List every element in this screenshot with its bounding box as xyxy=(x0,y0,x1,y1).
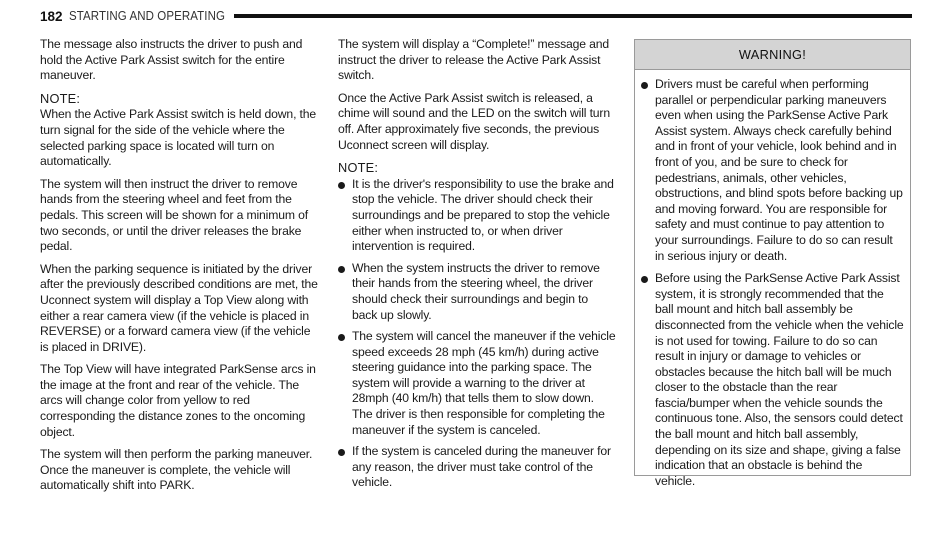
bullet-text: Drivers must be careful when performing parallel or perpendicular parking maneuvers even when using the ParkSense Active Park Assist system. Always check carefully behind and in front of your vehicle, look behind and in front of you, and be sure to check for pedestrians, animals, other vehicles, obstructions, and blind spots before backing up and moving forward. You are responsible for safety and must continue to pay attention to your surroundings. Failure to do so can result in serious injury or death. xyxy=(655,77,903,263)
warning-bullet-list xyxy=(641,77,904,489)
paragraph: The system will then instruct the driver to remove hands from the steering wheel and feet from the pedals. This screen will be shown for a minimum of two seconds, or until the driver releases the brake pedal. xyxy=(40,176,308,254)
bullet-icon xyxy=(338,449,345,456)
section-title: STARTING AND OPERATING xyxy=(68,9,225,23)
bullet-icon xyxy=(641,82,648,89)
note-text: When the Active Park Assist switch is held down, the turn signal for the side of the vehicle where the selected parking space is located will turn on automatically. xyxy=(40,107,317,169)
bullet-text: The system will cancel the maneuver if the vehicle speed exceeds 28 mph (45 km/h) during active steering guidance into the parking space. The system will provide a warning to the driver at 28mph (40 km/h) that tells them to slow down. The driver is then responsible for completing the maneuver if the system is canceled. xyxy=(352,329,616,437)
column-left xyxy=(40,37,318,501)
page-number: 182 xyxy=(40,8,63,24)
paragraph: When the parking sequence is initiated by the driver after the previously described conditions are met, the Uconnect system will display a Top View along with either a rear camera view (if the vehicle is placed in REVERSE) or a forward camera view (if the vehicle is placed in DRIVE). xyxy=(40,261,318,354)
list-item xyxy=(338,444,616,491)
bullet-text: If the system is canceled during the maneuver for any reason, the driver must take control of the vehicle. xyxy=(352,444,611,490)
paragraph: Once the Active Park Assist switch is released, a chime will sound and the LED on the switch will turn off. After approximately five seconds, the previous Uconnect screen will display. xyxy=(338,90,610,152)
bullet-text: When the system instructs the driver to remove their hands from the steering wheel, the driver should check their surroundings and begin to back up slowly. xyxy=(352,260,600,322)
bullet-text: Before using the ParkSense Active Park Assist system, it is strongly recommended that the ball mount and hitch ball assembly be disconnected from the vehicle when the vehicle is not used for towing. Failure to do so can result in injury or damage to vehicles or obstacles because the hitch ball will be much closer to the obstacle than the rear fascia/bumper when the vehicle sounds the continuous tone. Also, the sensors could detect the ball mount and hitch ball assembly, depending on its size and shape, giving a false indication that an obstacle is behind the vehicle. xyxy=(655,271,904,488)
note-label: NOTE: xyxy=(338,160,379,176)
note-bullet-list xyxy=(338,177,616,491)
warning-box xyxy=(634,39,911,488)
warning-title: WARNING! xyxy=(635,40,910,70)
paragraph: The Top View will have integrated ParkSense arcs in the image at the front and rear of the vehicle. The arcs will change color from yellow to red corresponding the distance zones to the oncoming object. xyxy=(40,362,316,439)
bullet-icon xyxy=(338,266,345,273)
paragraph: The system will then perform the parking maneuver. Once the maneuver is complete, the vehicle will automatically shift into PARK. xyxy=(40,447,313,493)
column-middle xyxy=(338,37,616,497)
header-rule xyxy=(234,14,912,18)
warning-body xyxy=(635,70,910,489)
bullet-text: It is the driver's responsibility to use the brake and stop the vehicle. The driver should check their surroundings and be prepared to stop the vehicle either when instructed to, or when driver intervention is required. xyxy=(352,176,614,254)
list-item xyxy=(338,177,616,255)
paragraph: The system will display a “Complete!” message and instruct the driver to release the Active Park Assist switch. xyxy=(338,37,610,83)
bullet-icon xyxy=(641,276,648,283)
bullet-icon xyxy=(338,334,345,341)
list-item xyxy=(641,77,904,264)
list-item xyxy=(641,271,904,489)
bullet-icon xyxy=(338,182,345,189)
paragraph: The message also instructs the driver to push and hold the Active Park Assist switch for the entire maneuver. xyxy=(40,37,303,83)
list-item xyxy=(338,329,616,438)
page-header xyxy=(40,7,912,25)
note-label: NOTE: xyxy=(40,90,81,106)
list-item xyxy=(338,261,616,323)
